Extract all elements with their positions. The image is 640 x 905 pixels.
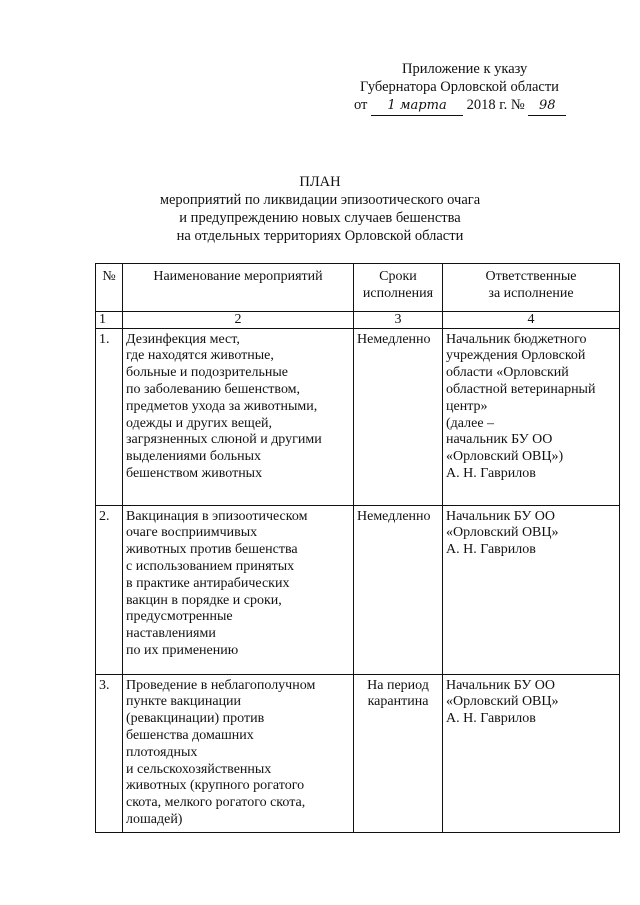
row-term: Немедленно (354, 328, 443, 505)
appendix-line-3 (330, 96, 600, 116)
column-number-row (96, 311, 620, 328)
year-label: 2018 г. № (466, 97, 525, 113)
plan-heading: ПЛАН (299, 174, 341, 190)
row-responsible: Начальник БУ ОО «Орловский ОВЦ» А. Н. Гаврилов (443, 505, 620, 674)
plan-title-line-1: мероприятий по ликвидации эпизоотического очага (159, 192, 481, 208)
appendix-line-2: Губернатора Орловской области (360, 79, 559, 95)
column-number: 2 (123, 311, 354, 328)
row-responsible: Начальник БУ ОО «Орловский ОВЦ» А. Н. Гаврилов (443, 674, 620, 832)
from-label: от (354, 97, 368, 113)
header-term: Сроки исполнения (354, 264, 443, 312)
row-number: 3. (96, 674, 123, 832)
row-name: Дезинфекция мест, где находятся животные, больные и подозрительные по заболеванию бешенством, предметов ухода за животными, одежды и других вещей, загрязненных слюной и другими выделениями больных бешенством животных (123, 328, 354, 505)
table-row (96, 674, 620, 832)
signature-number: 98 (528, 97, 566, 116)
column-number: 4 (443, 311, 620, 328)
table-header-row (96, 264, 620, 312)
column-number: 3 (354, 311, 443, 328)
row-name: Вакцинация в эпизоотическом очаге восприимчивых животных против бешенства с использованием принятых в практике антирабических вакцин в порядке и сроки, предусмотренные наставлениями по их применению (123, 505, 354, 674)
table-row (96, 505, 620, 674)
table-row (96, 328, 620, 505)
plan-title-line-2: и предупреждению новых случаев бешенства (179, 210, 461, 226)
appendix-line-1: Приложение к указу (402, 61, 528, 77)
row-responsible: Начальник бюджетного учреждения Орловской области «Орловский областной ветеринарный центр» (далее – начальник БУ ОО «Орловский ОВЦ») А. Н. Гаврилов (443, 328, 620, 505)
signature-date: 1 марта (371, 97, 463, 116)
header-no: № (96, 264, 123, 312)
header-name: Наименование мероприятий (123, 264, 354, 312)
column-number: 1 (96, 311, 123, 328)
plan-title-line-3: на отдельных территориях Орловской области (176, 228, 464, 244)
appendix-block (330, 60, 600, 116)
row-name: Проведение в неблагополучном пункте вакцинации (ревакцинации) против бешенства домашних плотоядных и сельскохозяйственных животных (крупного рогатого скота, мелкого рогатого скота, лошадей) (123, 674, 354, 832)
row-term: Немедленно (354, 505, 443, 674)
plan-table (95, 263, 620, 833)
row-number: 2. (96, 505, 123, 674)
row-term: На период карантина (354, 674, 443, 832)
row-number: 1. (96, 328, 123, 505)
header-responsible: Ответственные за исполнение (443, 264, 620, 312)
